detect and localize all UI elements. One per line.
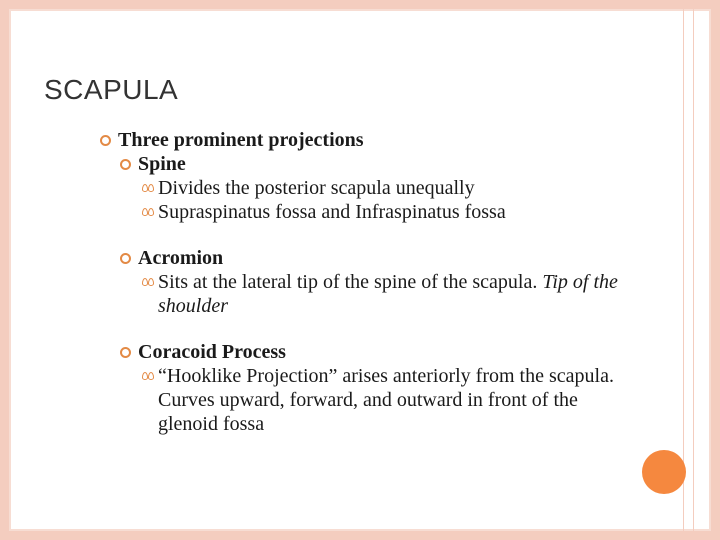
section-coracoid-heading [120,340,640,364]
frame-rule-right [693,9,694,531]
circle-bullet-icon [120,347,131,358]
section-heading-text: Coracoid Process [138,341,286,363]
circle-bullet-icon [120,253,131,264]
section-acromion-heading [120,246,640,270]
list-item-text: “Hooklike Projection” arises anteriorly from the scapula. Curves upward, forward, and outward in front of the glenoid fossa [158,365,614,435]
accent-circle [642,450,686,494]
circle-bullet-icon [100,135,111,146]
slide-title: SCAPULA [44,74,179,105]
section-spine-heading [120,152,640,176]
main-bullet [100,128,640,152]
loop-bullet-icon [142,184,154,192]
slide-content [100,128,640,436]
frame-rule-left [683,9,684,531]
main-bullet-text: Three prominent projections [118,129,364,151]
circle-bullet-icon [120,159,131,170]
list-item [142,176,640,200]
list-item [142,364,640,436]
section-heading-text: Spine [138,153,186,175]
list-item-italic-text: Tip of the shoulder [158,271,618,317]
loop-bullet-icon [142,278,154,286]
list-item [142,270,640,318]
section-heading-text: Acromion [138,247,224,269]
loop-bullet-icon [142,208,154,216]
list-item-text: Sits at the lateral tip of the spine of the scapula. [158,271,543,293]
list-item-text: Supraspinatus fossa and Infraspinatus fossa [158,201,506,223]
list-item [142,200,640,224]
list-item-text: Divides the posterior scapula unequally [158,177,475,199]
loop-bullet-icon [142,372,154,380]
